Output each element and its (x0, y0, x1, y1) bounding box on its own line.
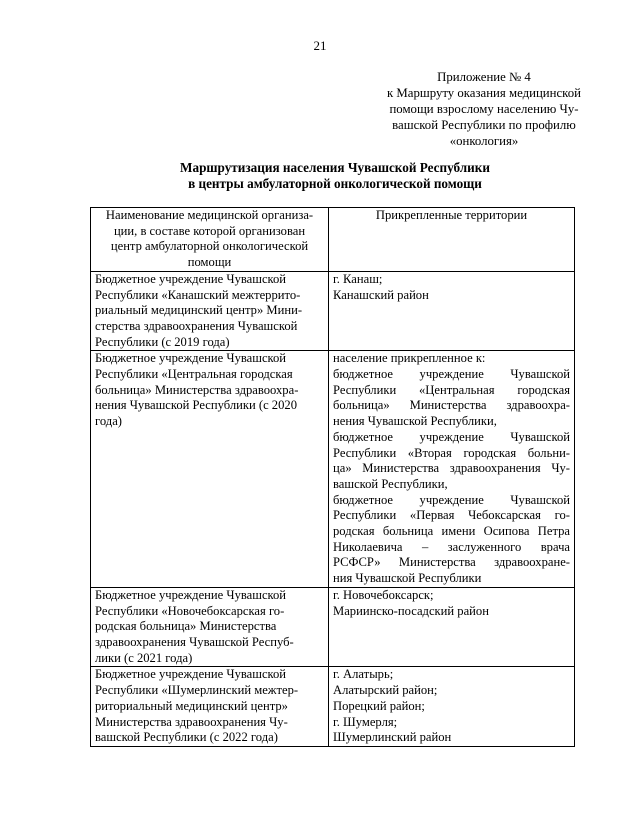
territory-line: Республики «Первая Чебоксарская го- (333, 508, 570, 523)
document-title (0, 160, 640, 192)
territory-line: бюджетное учреждение Чувашской (333, 492, 570, 507)
territories-cell (329, 351, 575, 588)
header-organization (91, 208, 329, 272)
organization-cell (91, 351, 329, 588)
organization-cell (91, 271, 329, 351)
organization-line: нения Чувашской Республики (с 2020 (95, 398, 297, 413)
territory-line: больница» Министерства здравоохра- (333, 398, 570, 413)
territory-line: ния Чувашской Республики (333, 571, 482, 586)
territory-line: население прикрепленное к: (333, 351, 486, 366)
territory-line: г. Шумерля; (333, 714, 398, 729)
territory-line: РСФСР» Министерства здравоохране- (333, 555, 570, 570)
organization-line: риториальный медицинский центр» (95, 698, 288, 713)
appendix-line: «онкология» (449, 134, 519, 148)
header-line: помощи (187, 255, 232, 270)
routing-table (90, 207, 575, 747)
title-line: в центры амбулаторной онкологической помощи (188, 176, 482, 191)
appendix-note (378, 69, 590, 149)
territories-cell (329, 271, 575, 351)
organization-line: Бюджетное учреждение Чувашской (95, 351, 287, 366)
organization-line: Министерства здравоохранения Чу- (95, 714, 288, 729)
territory-line: Алатырский район; (333, 683, 438, 698)
organization-cell (91, 667, 329, 747)
header-line: центр амбулаторной онкологической (110, 239, 309, 254)
appendix-line: к Маршруту оказания медицинской (386, 86, 581, 100)
organization-line: здравоохранения Чувашской Респуб- (95, 634, 294, 649)
territory-line: г. Алатырь; (333, 667, 394, 682)
appendix-line: вашской Республики по профилю (392, 118, 576, 132)
territory-line: бюджетное учреждение Чувашской (333, 367, 570, 382)
territory-line: Канашский район (333, 287, 429, 302)
territory-line: Республики «Центральная городская (333, 382, 570, 397)
territory-line: родская больница имени Осипова Петра (333, 524, 570, 539)
organization-line: стерства здравоохранения Чувашской (95, 318, 298, 333)
organization-line: Бюджетное учреждение Чувашской (95, 587, 287, 602)
header-territories: Прикрепленные территории (329, 208, 575, 272)
title-line: Маршрутизация населения Чувашской Республики (180, 160, 490, 175)
page-number: 21 (313, 38, 327, 53)
organization-line: родская больница» Министерства (95, 619, 277, 634)
organization-line: риальный медицинский центр» Мини- (95, 303, 303, 318)
territory-line: Республики «Вторая городская больни- (333, 445, 570, 460)
territories-cell (329, 667, 575, 747)
organization-line: вашской Республики (с 2022 года) (95, 730, 278, 745)
territory-line: ца» Министерства здравоохранения Чу- (333, 461, 570, 476)
territory-line: вашской Республики, (333, 476, 448, 491)
territories-cell (329, 587, 575, 667)
table-header-row (91, 208, 575, 272)
header-line: ции, в составе которой организован (113, 223, 306, 238)
organization-line: Республики «Центральная городская (95, 367, 293, 382)
territory-line: Мариинско-посадский район (333, 603, 489, 618)
territory-line: г. Новочебоксарск; (333, 587, 434, 602)
table-row (91, 271, 575, 351)
territory-line: г. Канаш; (333, 271, 383, 286)
organization-line: больница» Министерства здравоохра- (95, 382, 299, 397)
table-row (91, 351, 575, 588)
territory-line: бюджетное учреждение Чувашской (333, 429, 570, 444)
appendix-line: помощи взрослому населению Чу- (389, 102, 579, 116)
appendix-line: Приложение № 4 (437, 70, 531, 84)
organization-line: Бюджетное учреждение Чувашской (95, 271, 287, 286)
table-row (91, 587, 575, 667)
organization-line: Республики (с 2019 года) (95, 334, 230, 349)
territory-line: нения Чувашской Республики, (333, 414, 497, 429)
territory-line: Николаевича – заслуженного врача (333, 539, 570, 554)
organization-line: года) (95, 414, 122, 429)
organization-line: лики (с 2021 года) (95, 650, 193, 665)
table-row (91, 667, 575, 747)
organization-cell (91, 587, 329, 667)
organization-line: Республики «Новочебоксарская го- (95, 603, 285, 618)
territory-line: Шумерлинский район (333, 730, 452, 745)
organization-line: Республики «Шумерлинский межтер- (95, 683, 299, 698)
organization-line: Республики «Канашский межтеррито- (95, 287, 301, 302)
organization-line: Бюджетное учреждение Чувашской (95, 667, 287, 682)
territory-line: Порецкий район; (333, 698, 425, 713)
header-line: Наименование медицинской организа- (105, 208, 314, 222)
